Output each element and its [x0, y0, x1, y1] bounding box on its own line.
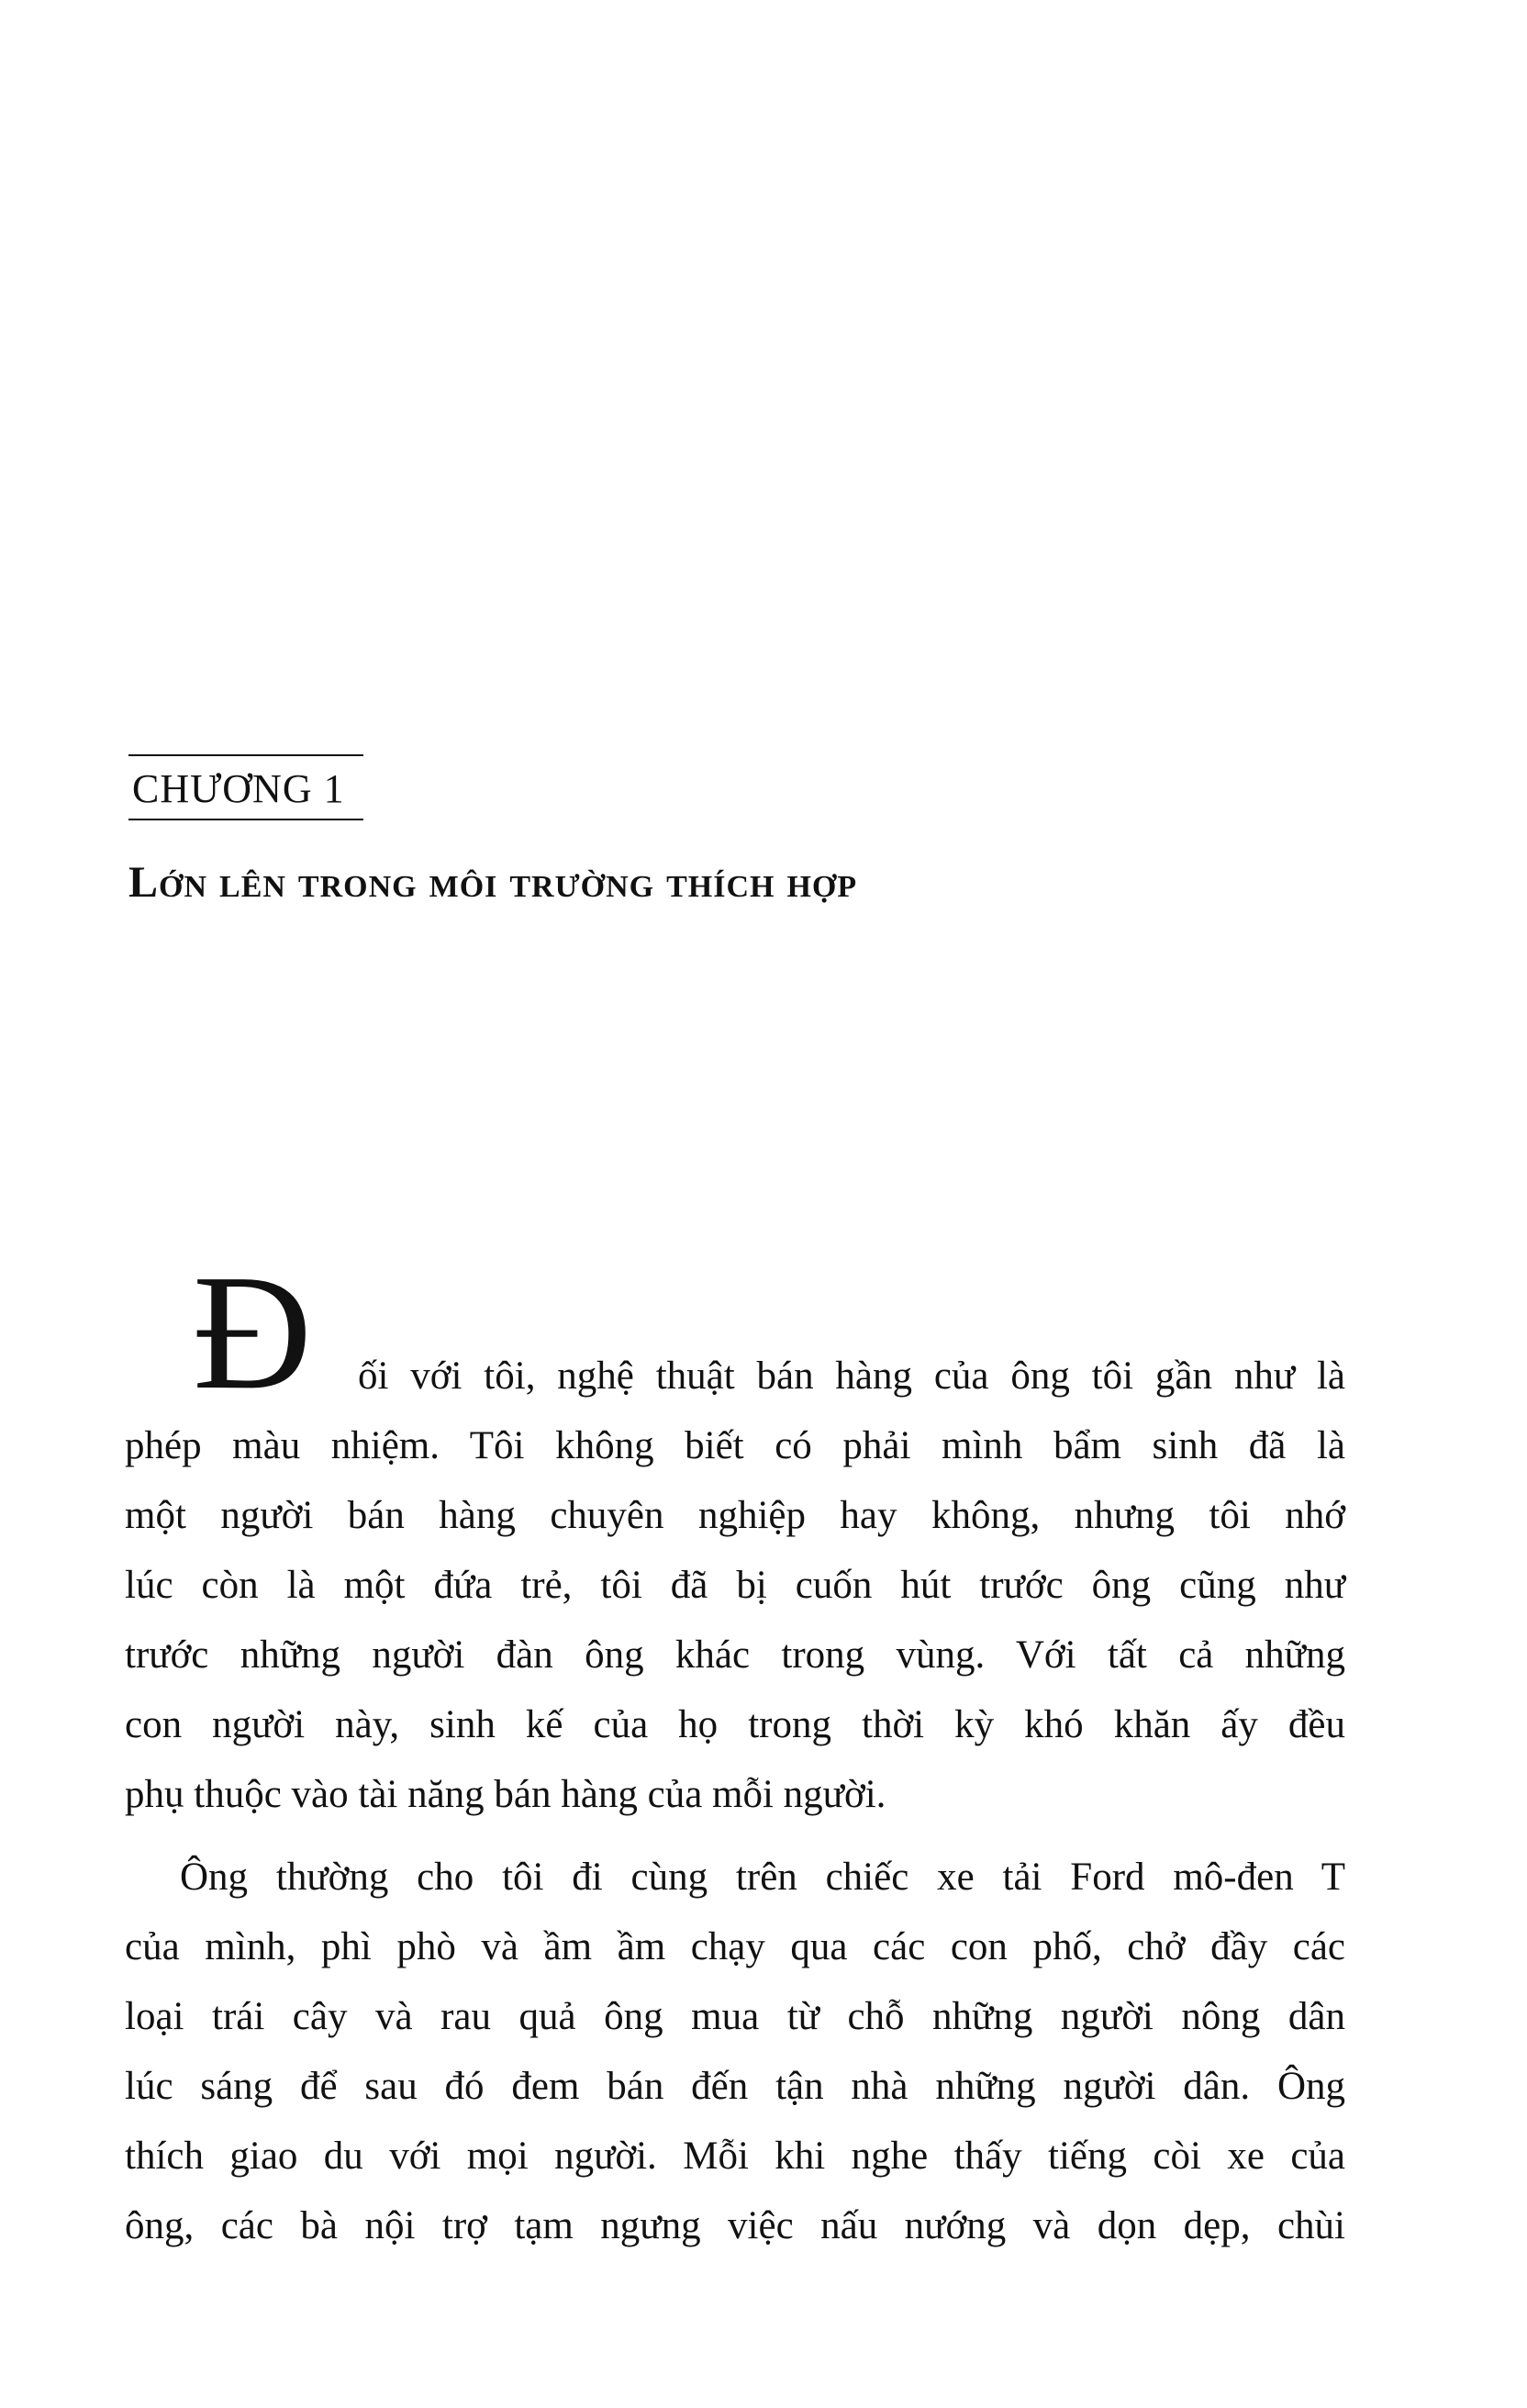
paragraph-line: của mình, phì phò và ầm ầm chạy qua các con phố, chở đầy các: [125, 1925, 1345, 1968]
paragraph-line: phép màu nhiệm. Tôi không biết có phải mình bẩm sinh đã là: [125, 1424, 1345, 1467]
paragraph-line: loại trái cây và rau quả ông mua từ chỗ những người nông dân: [125, 1995, 1345, 2038]
paragraph-line: Ông thường cho tôi đi cùng trên chiếc xe tải Ford mô-đen T: [180, 1856, 1345, 1899]
paragraph-line: một người bán hàng chuyên nghiệp hay không, nhưng tôi nhớ: [125, 1494, 1345, 1537]
paragraph-2: [125, 1843, 1345, 2261]
drop-cap: Đ: [193, 1241, 312, 1423]
paragraph-line: lúc còn là một đứa trẻ, tôi đã bị cuốn hút trước ông cũng như: [125, 1564, 1345, 1607]
paragraph-line: phụ thuộc vào tài năng bán hàng của mỗi người.: [125, 1773, 886, 1816]
paragraph-line: ối với tôi, nghệ thuật bán hàng của ông tôi gần như là: [358, 1354, 1345, 1398]
chapter-label: CHƯƠNG 1: [128, 754, 363, 820]
paragraph-line: lúc sáng để sau đó đem bán đến tận nhà những người dân. Ông: [125, 2065, 1345, 2108]
paragraph-line: ông, các bà nội trợ tạm ngưng việc nấu nướng và dọn dẹp, chùi: [125, 2204, 1345, 2247]
paragraph-line: con người này, sinh kế của họ trong thời kỳ khó khăn ấy đều: [125, 1703, 1345, 1746]
chapter-title: Lớn lên trong môi trường thích hợp: [128, 858, 858, 907]
paragraph-line: trước những người đàn ông khác trong vùng. Với tất cả những: [125, 1633, 1345, 1677]
paragraph-line: thích giao du với mọi người. Mỗi khi nghe thấy tiếng còi xe của: [125, 2135, 1345, 2178]
paragraph-1: [125, 1342, 1345, 1830]
